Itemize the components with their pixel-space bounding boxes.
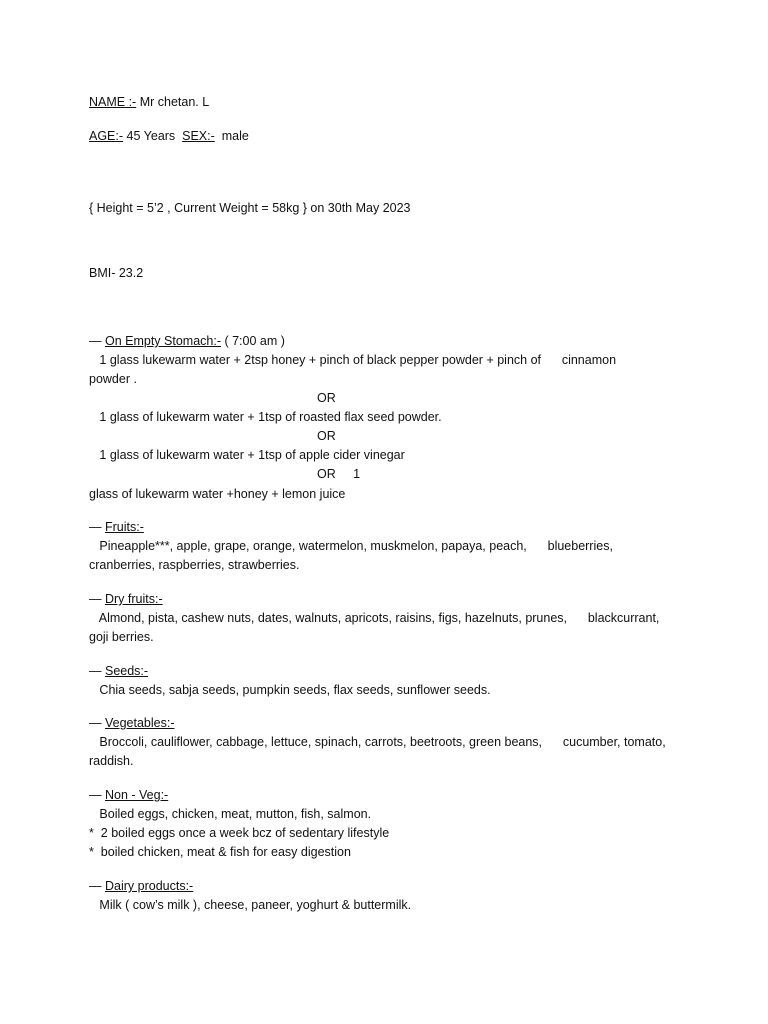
empty-stomach-option-2: 1 glass of lukewarm water + 1tsp of roasted flax seed powder. — [89, 410, 442, 424]
or-separator: OR 1 — [317, 467, 361, 481]
measurements-line: { Height = 5’2 , Current Weight = 58kg } on 30th May 2023 — [89, 201, 411, 215]
name-label: NAME :- — [89, 95, 137, 109]
vegetables-heading — [89, 715, 174, 731]
dash: — — [89, 788, 105, 802]
seeds-heading — [89, 663, 148, 679]
section-heading: Seeds:- — [104, 664, 149, 678]
name-value: Mr chetan. L — [136, 95, 210, 109]
dry-fruits-list-cont: goji berries. — [89, 630, 154, 644]
dash: — — [89, 664, 105, 678]
fruits-list: Pineapple***, apple, grape, orange, watermelon, muskmelon, papaya, peach, blueberries, — [89, 539, 613, 553]
time-note: ( 7:00 am ) — [221, 334, 285, 348]
empty-stomach-option-1-cont: powder . — [89, 372, 137, 386]
empty-stomach-heading — [89, 333, 285, 349]
section-heading: Non - Veg:- — [104, 788, 169, 802]
vegetables-list-cont: raddish. — [89, 754, 134, 768]
non-veg-list: Boiled eggs, chicken, meat, mutton, fish, salmon. — [89, 807, 372, 821]
non-veg-note-1: * 2 boiled eggs once a week bcz of sedentary lifestyle — [89, 826, 390, 840]
age-label: AGE:- — [89, 129, 124, 143]
section-heading: Vegetables:- — [104, 716, 175, 730]
section-heading: Fruits:- — [104, 520, 144, 534]
sex-value: male — [214, 129, 249, 143]
dash: — — [89, 520, 105, 534]
fruits-heading — [89, 519, 144, 535]
sex-label: SEX:- — [182, 129, 215, 143]
vegetables-list: Broccoli, cauliflower, cabbage, lettuce, spinach, carrots, beetroots, green beans, cucumber, tomato, — [89, 735, 666, 749]
section-heading: Dairy products:- — [104, 879, 194, 893]
dairy-heading — [89, 878, 193, 894]
section-heading: Dry fruits:- — [104, 592, 163, 606]
fruits-list-cont: cranberries, raspberries, strawberries. — [89, 558, 300, 572]
empty-stomach-option-3: 1 glass of lukewarm water + 1tsp of apple cider vinegar — [89, 448, 405, 462]
non-veg-heading — [89, 787, 168, 803]
dash: — — [89, 716, 105, 730]
dash: — — [89, 334, 105, 348]
empty-stomach-option-1: 1 glass lukewarm water + 2tsp honey + pinch of black pepper powder + pinch of cinnamon — [89, 353, 617, 367]
or-separator: OR — [317, 429, 336, 443]
seeds-list: Chia seeds, sabja seeds, pumpkin seeds, flax seeds, sunflower seeds. — [89, 683, 491, 697]
dry-fruits-list: Almond, pista, cashew nuts, dates, walnuts, apricots, raisins, figs, hazelnuts, prunes, blackcurrant, — [89, 611, 660, 625]
dairy-list: Milk ( cow’s milk ), cheese, paneer, yoghurt & buttermilk. — [89, 898, 412, 912]
name-line — [89, 94, 209, 110]
dash: — — [89, 879, 105, 893]
age-sex-line — [89, 128, 249, 144]
age-value: 45 Years — [123, 129, 183, 143]
section-heading: On Empty Stomach:- — [104, 334, 221, 348]
dash: — — [89, 592, 105, 606]
empty-stomach-option-4: glass of lukewarm water +honey + lemon juice — [89, 487, 346, 501]
dry-fruits-heading — [89, 591, 163, 607]
or-separator: OR — [317, 391, 336, 405]
non-veg-note-2: * boiled chicken, meat & fish for easy digestion — [89, 845, 351, 859]
bmi-line: BMI- 23.2 — [89, 266, 144, 280]
